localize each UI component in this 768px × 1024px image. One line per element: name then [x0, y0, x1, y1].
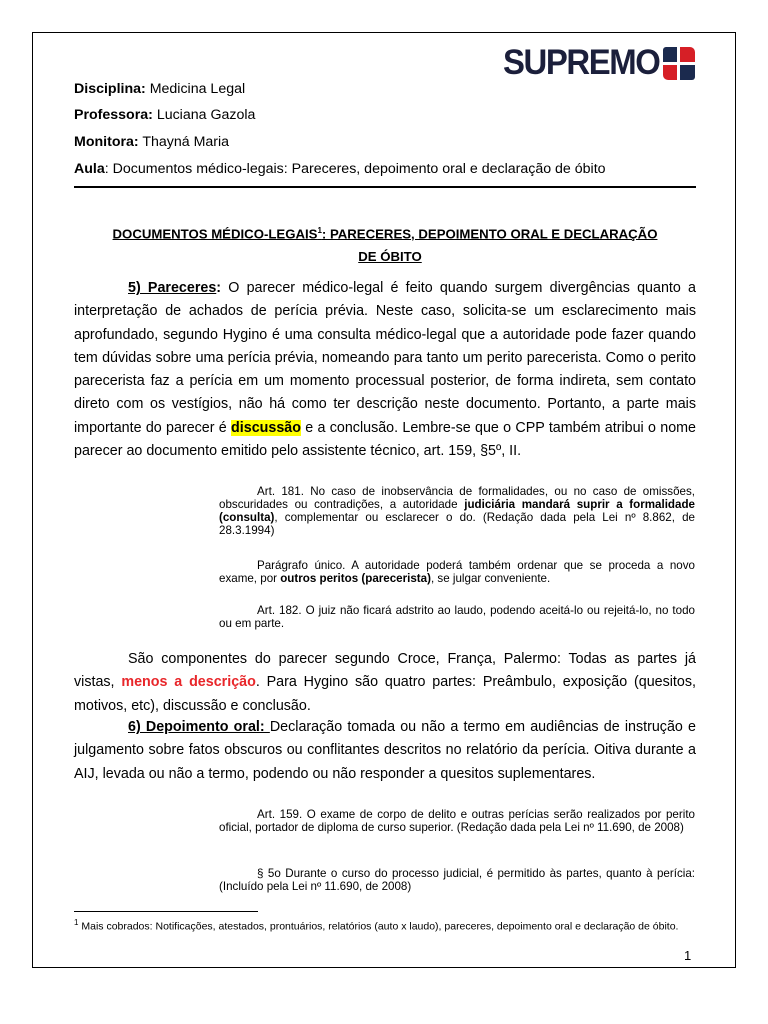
disciplina-label: Disciplina:	[74, 81, 146, 97]
paragrafo-bold: outros peritos (parecerista)	[280, 572, 431, 585]
quote-art-159	[219, 808, 695, 834]
title-footnote-ref: 1	[317, 226, 322, 235]
title-part-b: : PARECERES, DEPOIMENTO ORAL E DECLARAÇÃO	[321, 226, 658, 242]
title-part-a: DOCUMENTOS MÉDICO-LEGAIS	[112, 226, 318, 242]
supremo-logo	[503, 43, 697, 83]
section-5-text-a: O parecer médico-legal é feito quando surgem divergências quanto a interpretação de achados de perícia prévia. Neste caso, solicita-se um esclarecimento mais aprofundado, segundo Hygino é uma consulta médico-legal que a autoridade pode fazer quando tem dúvidas sobre uma perícia prévia, nomeando para tanto um perito parecerista. Como o perito parecerista faz a perícia em um momento processual posterior, de forma indireta, sem contato direto com os vestígios, não há como ter descrição neste documento. Portanto, a parte mais importante do parecer é	[74, 280, 696, 436]
section-6-text: Declaração tomada ou não a termo em audiências de instrução e julgamento sobre fatos obscuros ou conflitantes descritos no relatório da perícia. Oitiva durante a AIJ, levada ou não a termo, podendo ou não responder a quesitos suplementares.	[74, 719, 696, 782]
menos-a-descricao: menos a descrição	[121, 674, 256, 691]
art159-text: Art. 159. O exame de corpo de delito e outras perícias serão realizados por perito oficial, portador de diploma de curso superior. (Redação dada pela Lei nº 11.690, de 2008)	[219, 808, 695, 834]
par5-text: § 5o Durante o curso do processo judicial, é permitido às partes, quanto à perícia: (Incluído pela Lei nº 11.690, de 2008)	[219, 867, 695, 893]
section-6-depoimento	[74, 716, 696, 786]
title-line-2: DE ÓBITO	[358, 249, 422, 265]
art181-text-b: , complementar ou esclarecer o do. (Redação dada pela Lei nº 8.862, de 28.3.1994)	[219, 511, 695, 537]
aula-value: : Documentos médico-legais: Pareceres, depoimento oral e declaração de óbito	[104, 161, 606, 177]
components-text-a: São componentes do parecer segundo Croce, França, Palermo: Todas as partes já vistas,	[74, 651, 696, 691]
art181-bold: judiciária mandará suprir a formalidade (consulta)	[219, 498, 695, 524]
logo-mark-icon	[663, 47, 697, 81]
section-5-heading: 5) Pareceres	[128, 280, 217, 296]
quote-paragrafo-unico	[219, 559, 695, 585]
aula-line	[74, 161, 606, 177]
section-6-heading: 6) Depoimento oral:	[128, 719, 270, 735]
paragrafo-text-a: Parágrafo único. A autoridade poderá também ordenar que se proceda a novo exame, por	[219, 559, 695, 585]
document-title	[74, 219, 696, 268]
highlight-discussao: discussão	[231, 419, 301, 436]
footnote-rule	[74, 911, 258, 912]
quote-paragrafo-5	[219, 867, 695, 893]
section-5-text-b: e a conclusão. Lembre-se que o CPP também atribui o nome parecer ao documento emitido pelo assistente técnico, art. 159, §5º, II.	[74, 419, 697, 460]
aula-label: Aula	[74, 161, 105, 177]
professora-label: Professora:	[74, 107, 153, 123]
header-rule	[74, 186, 696, 188]
disciplina-value: Medicina Legal	[149, 81, 246, 97]
professora-line	[74, 107, 255, 123]
quote-art-181	[219, 485, 695, 537]
disciplina-line	[74, 81, 245, 97]
monitora-label: Monitora:	[74, 134, 139, 150]
footnote-text: Mais cobrados: Notificações, atestados, prontuários, relatórios (auto x laudo), pareceres, depoimento oral e declaração de óbito.	[78, 920, 679, 933]
section-5-pareceres	[74, 277, 696, 463]
page-number: 1	[684, 948, 692, 963]
art181-text-a: Art. 181. No caso de inobservância de formalidades, ou no caso de omissões, obscuridades ou contradições, a autoridade	[219, 485, 695, 511]
footnote-number: 1	[74, 918, 79, 927]
monitora-line	[74, 134, 229, 150]
monitora-value: Thayná Maria	[142, 134, 230, 150]
art182-text: Art. 182. O juiz não ficará adstrito ao laudo, podendo aceitá-lo ou rejeitá-lo, no todo ou em parte.	[219, 604, 695, 630]
paragrafo-text-b: , se julgar conveniente.	[430, 572, 551, 585]
professora-value: Luciana Gazola	[156, 107, 256, 123]
section-5-colon: :	[216, 280, 222, 296]
logo-text: SUPREMO	[503, 43, 660, 82]
quote-art-182	[219, 604, 695, 630]
components-text-b: . Para Hygino são quatro partes: Preâmbulo, exposição (quesitos, motivos, etc), discussão e conclusão.	[74, 674, 696, 714]
footnote	[74, 915, 696, 935]
components-paragraph	[74, 648, 696, 718]
